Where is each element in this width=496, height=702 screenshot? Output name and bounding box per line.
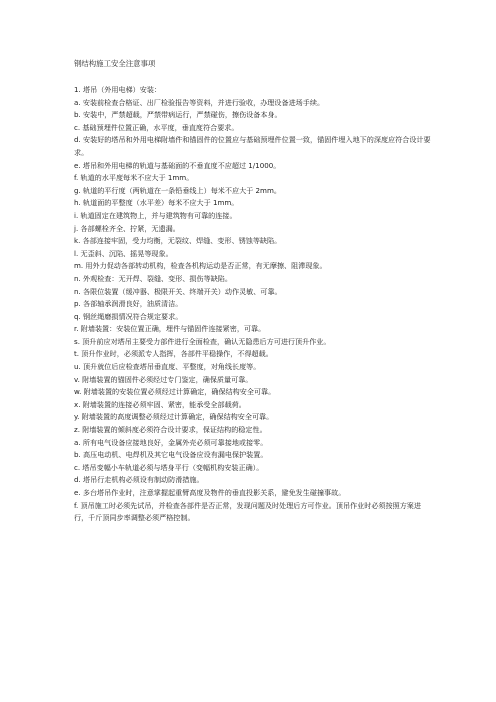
list-item: t. 顶升作业时，必须派专人指挥，各部件平稳操作，不得超载。	[74, 349, 273, 359]
document-title: 钢结构施工安全注意事项	[74, 59, 156, 68]
list-item: f. 轨道的水平度每米不应大于 1mm。	[74, 173, 194, 183]
list-item: n. 外观检查：无开焊、裂缝、变形、损伤等缺陷。	[74, 273, 232, 283]
list-item: u. 顶升就位后应检查塔吊垂直度、平整度，对角线长度等。	[74, 362, 261, 372]
list-item: e. 塔吊和外用电梯的轨道与基础面的不垂直度不应超过 1/1000。	[74, 160, 281, 170]
list-item: p. 各部轴承润滑良好，油质清洁。	[74, 299, 183, 309]
list-item: a. 安装前检查合格证、出厂检验报告等资料，并进行验收，办理设备进场手续。	[74, 97, 325, 107]
list-item: c. 基础预埋件位置正确，水平度，垂直度符合要求。	[74, 122, 239, 132]
list-item: l. 无歪斜、沉陷、摇晃等现象。	[74, 248, 173, 258]
list-item: r. 附墙装置：安装位置正确，埋件与锚固件连接紧密，可靠。	[74, 324, 266, 334]
list-item: c. 塔吊变幅小车轨道必须与塔身平行（变幅机构安装正确）。	[74, 462, 264, 472]
list-item: k. 各部连接牢固，受力均衡，无裂纹、焊缝、变形、锈蚀等缺陷。	[74, 236, 282, 246]
list-item: a. 所有电气设备应接地良好，金属外壳必须可靠接地或接零。	[74, 437, 268, 447]
list-item: x. 附墙装置的连接必须牢固、紧密，能承受全部载荷。	[74, 399, 246, 409]
section-heading: 1. 塔吊（外用电梯）安装：	[74, 85, 162, 94]
list-item: d. 塔吊行走机构必须设有制动防滑措施。	[74, 475, 204, 485]
list-item: b. 高压电动机、电焊机及其它电气设备应设有漏电保护装置。	[74, 450, 268, 460]
list-item: e. 多台塔吊作业时，注意掌握起重臂高度及物件的垂直投影关系，避免发生碰撞事故。	[74, 488, 346, 497]
list-item: n. 各限位装置（缓冲器、极限开关、终端开关）动作灵敏、可靠。	[74, 286, 282, 296]
list-item: z. 附墙装置的倾斜度必须符合设计要求，保证结构的稳定性。	[74, 425, 267, 435]
list-item: v. 附墙装置的锚固件必须经过专门鉴定，确保质量可靠。	[74, 374, 253, 384]
list-item: j. 各部螺栓齐全、拧紧，无遗漏。	[74, 223, 180, 233]
list-item: d. 安装好的塔吊和外用电梯附墙件和锚固件的位置应与基础预埋件位置一致，锚固件埋入地下的深度应符合设计要求。	[74, 135, 431, 157]
document-body	[74, 84, 432, 525]
list-item: h. 轨道面的平整度（水平差）每米不应大于 1mm。	[74, 198, 239, 208]
list-item: m. 用外力促动各部转动机构，检查各机构运动是否正常，有无摩擦、阻滞现象。	[74, 261, 327, 271]
list-item: g. 轨道的平行度（两轨道在一条铅垂线上）每米不应大于 2mm。	[74, 185, 281, 195]
list-item: b. 安装中，严禁超载，严禁带病运行，严禁碰伤，擦伤设备本身。	[74, 110, 282, 120]
list-item: w. 附墙装置的安装位置必须经过计算确定，确保结构安全可靠。	[74, 387, 276, 397]
list-item: y. 附墙装置的高度调整必须经过计算确定，确保结构安全可靠。	[74, 412, 274, 422]
list-item: q. 钢丝绳磨损情况符合规定要求。	[74, 311, 183, 321]
list-item: i. 轨道固定在建筑物上，并与建筑物有可靠的连接。	[74, 210, 237, 220]
list-item: f. 顶吊施工时必须先试吊，并检查各部件是否正常，发现问题及时处理后方可作业。顶吊作业时必须按照方案进行，千斤顶同步率调整必须严格控制。	[74, 500, 421, 523]
list-item: s. 顶升前应对塔吊主要受力部件进行全面检查，确认无隐患后方可进行顶升作业。	[74, 336, 331, 346]
